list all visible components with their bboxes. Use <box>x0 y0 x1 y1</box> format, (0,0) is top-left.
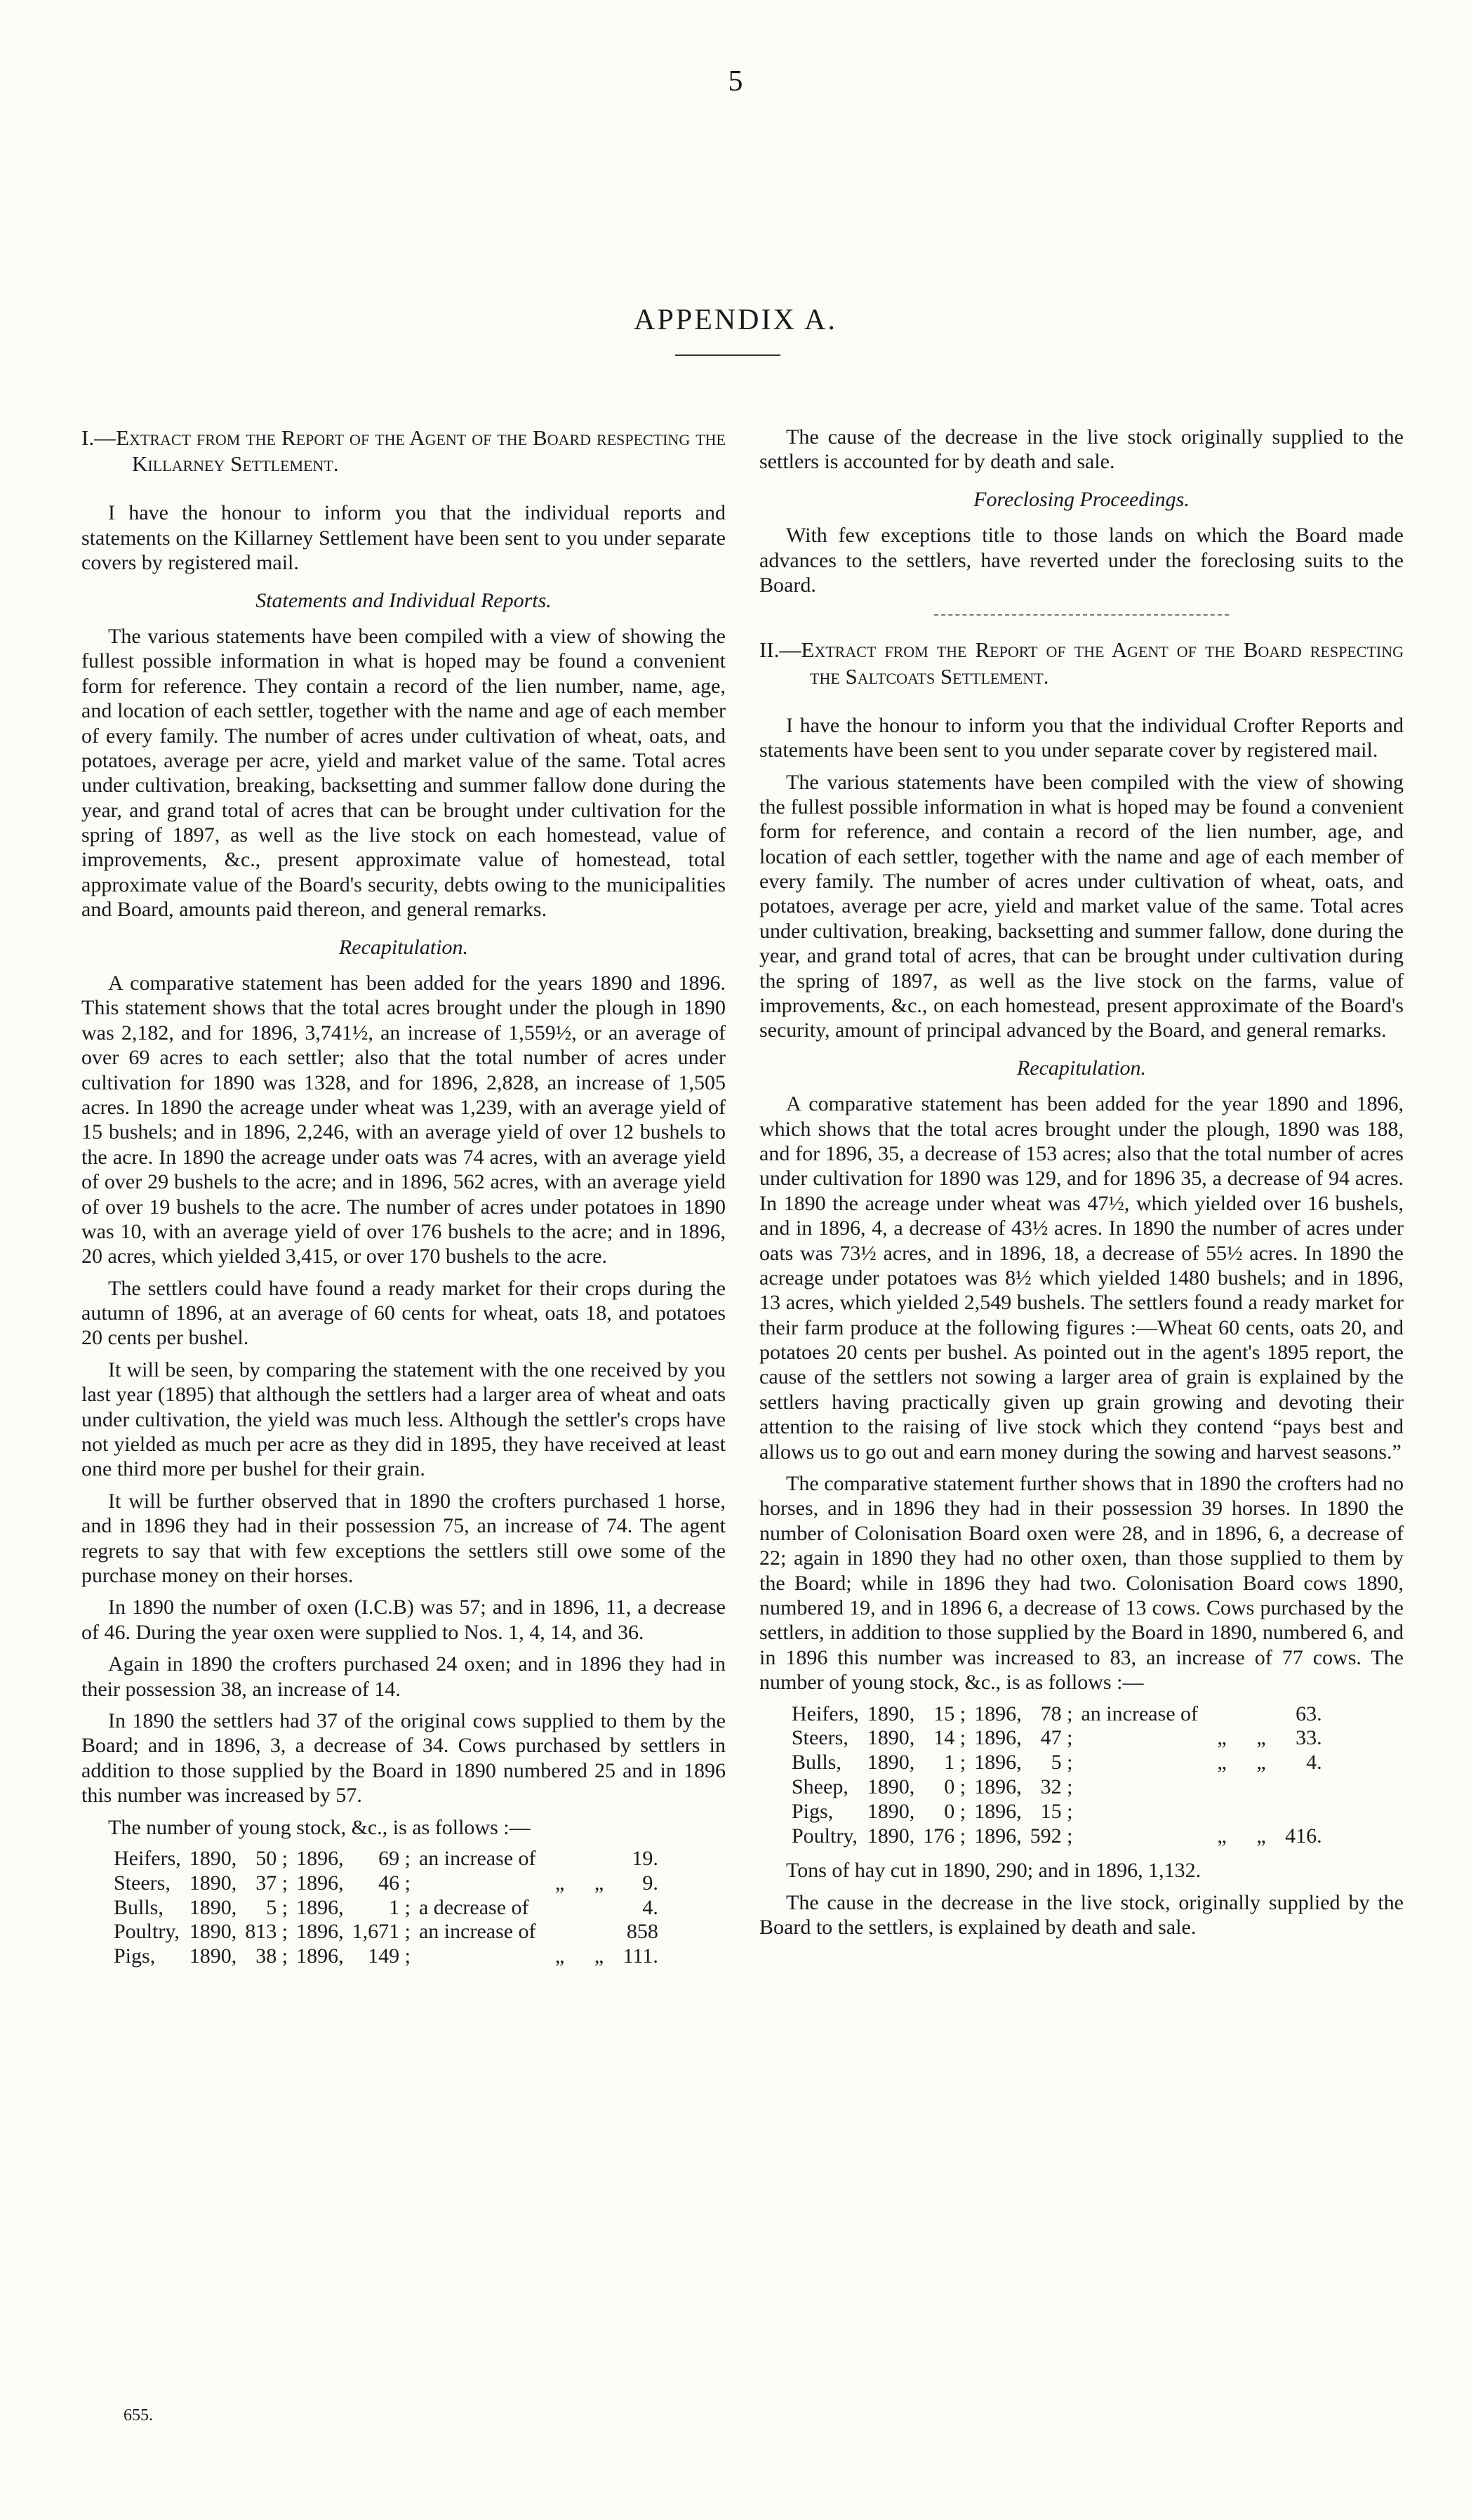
livestock-word-cell <box>1077 1751 1202 1775</box>
paragraph: It will be seen, by comparing the statement with the one received by you last year (1895) that although the settlers had a larger area of wheat and oats under cultivation, the yield was much less. Although the settler's crops have not yielded as much per acre as they did in 1895, they have received at least one third more per bushel for their grain. <box>81 1358 726 1481</box>
subheading-recapitulation: Recapitulation. <box>1016 1056 1147 1080</box>
title-rule <box>675 354 780 356</box>
paragraph: The cause of the decrease in the live stock originally supplied to the settlers is accounted for by death and sale. <box>759 425 1404 474</box>
livestock-d1-cell: „ <box>1217 1751 1227 1775</box>
paragraph: A comparative statement has been added for the years 1890 and 1896. This statement shows that the total acres brought under the plough in 1890 was 2,182, and for 1896, 3,741½, an increase of 1,559½, or an average of over 69 acres to each settler; also that the total number of acres under cultivation for 1890 was 1328, and for 1896, 2,828, an increase of 1,505 acres. In 1890 the acreage under wheat was 1,239, with an average yield of 15 bushels; and in 1896, 2,246, with an average yield of over 12 bushels to the acre. In 1890 the acreage under oats was 74 acres, with an average yield of over 29 bushels to the acre; and in 1896, 562 acres, with an average yield of over 19 bushels to the acre. The number of acres under potatoes in 1890 was 10, with an average yield of over 176 bushels to the acre; and in 1896, 20 acres, which yielded 3,415, or over 170 bushels to the acre. <box>81 971 726 1268</box>
paragraph: It will be further observed that in 1890 the crofters purchased 1 horse, and in 1896 they had in their possession 75, an increase of 74. The agent regrets to say that with few exceptions the settlers still owe some of the purchase money on their horses. <box>81 1489 726 1587</box>
livestock-change-cell: 4. <box>1306 1751 1322 1775</box>
page-number: 5 <box>728 65 743 98</box>
livestock-y1-cell: 1890, <box>189 1920 237 1944</box>
livestock-change-cell: 858 <box>626 1920 658 1944</box>
livestock-d2-cell <box>580 1920 619 1944</box>
livestock-d1-cell <box>1202 1800 1242 1824</box>
livestock-change-cell: 4. <box>642 1895 658 1919</box>
livestock-row <box>787 1702 1326 1727</box>
livestock-y1-cell: 1890, <box>867 1751 915 1775</box>
livestock-animal-cell: Steers, <box>792 1726 848 1750</box>
livestock-table-saltcoats <box>787 1702 1326 1849</box>
livestock-row <box>787 1800 1326 1824</box>
subheading-foreclosing: Foreclosing Proceedings. <box>973 487 1190 511</box>
livestock-d2-cell <box>1242 1702 1281 1727</box>
livestock-v1-cell: 38 ; <box>255 1944 288 1968</box>
livestock-v2-cell: 1 ; <box>389 1895 411 1919</box>
livestock-y2-cell: 1896, <box>974 1726 1022 1750</box>
livestock-row <box>109 1920 663 1944</box>
livestock-word-cell: a decrease of <box>418 1895 529 1919</box>
livestock-y1-cell: 1890, <box>867 1824 915 1848</box>
livestock-d2-cell <box>1242 1775 1281 1800</box>
paragraph: Tons of hay cut in 1890, 290; and in 1896, 1,132. <box>786 1859 1202 1883</box>
livestock-change-cell <box>1281 1800 1326 1824</box>
livestock-y1-cell: 1890, <box>867 1799 915 1823</box>
livestock-animal-cell: Poultry, <box>792 1824 858 1848</box>
right-column <box>759 425 1404 1947</box>
livestock-d2-cell <box>580 1847 619 1871</box>
livestock-d2-cell: „ <box>1256 1751 1266 1775</box>
livestock-row <box>109 1896 663 1921</box>
livestock-y2-cell: 1896, <box>974 1702 1022 1725</box>
livestock-word-cell: an increase of <box>1081 1702 1199 1725</box>
livestock-change-cell <box>1281 1775 1326 1800</box>
livestock-d1-cell <box>1202 1775 1242 1800</box>
livestock-d2-cell: „ <box>594 1871 604 1895</box>
left-column <box>81 425 726 1979</box>
section-heading-killarney: I.—Extract from the Report of the Agent of the Board respecting the Killarney Settlement. <box>81 425 726 477</box>
livestock-change-cell: 111. <box>623 1944 658 1968</box>
livestock-d2-cell <box>580 1896 619 1921</box>
section-heading-saltcoats: II.—Extract from the Report of the Agent of the Board respecting the Saltcoats Settlement. <box>759 637 1404 689</box>
livestock-row <box>787 1726 1326 1751</box>
livestock-d2-cell: „ <box>594 1944 604 1968</box>
livestock-v2-cell: 78 ; <box>1040 1702 1073 1725</box>
livestock-y1-cell: 1890, <box>189 1871 237 1895</box>
livestock-y2-cell: 1896, <box>974 1799 1022 1823</box>
livestock-word-cell <box>1077 1775 1202 1800</box>
subheading-statements: Statements and Individual Reports. <box>255 588 552 612</box>
livestock-row <box>109 1871 663 1896</box>
livestock-y2-cell: 1896, <box>296 1895 344 1919</box>
livestock-word-cell <box>1077 1800 1202 1824</box>
livestock-animal-cell: Pigs, <box>114 1944 156 1968</box>
livestock-y2-cell: 1896, <box>974 1751 1022 1775</box>
livestock-animal-cell: Heifers, <box>114 1846 181 1870</box>
livestock-y1-cell: 1890, <box>867 1726 915 1750</box>
livestock-word-cell <box>415 1944 540 1969</box>
livestock-animal-cell: Poultry, <box>114 1920 180 1944</box>
livestock-row <box>787 1824 1326 1849</box>
livestock-y1-cell: 1890, <box>867 1775 915 1798</box>
livestock-v2-cell: 5 ; <box>1051 1751 1073 1775</box>
livestock-v1-cell: 14 ; <box>933 1726 966 1750</box>
livestock-v2-cell: 1,671 ; <box>352 1920 411 1944</box>
livestock-y1-cell: 1890, <box>189 1944 237 1968</box>
livestock-d1-cell <box>1202 1702 1242 1727</box>
paragraph: The various statements have been compiled with the view of showing the fullest possible information in what is hoped may be found a convenient form for reference, and contain a record of the lien number, age, and location of each settler, together with the name and age of each member of every family. The number of acres under cultivation of wheat, oats, and potatoes, average per acre, yield and market value of the same. Total acres under cultivation, breaking, backsetting and summer fallow, done during the year, and grand total of acres, that can be brought under cultivation during the spring of 1897, as well as the live stock on the farms, value of improvements, &c., on each homestead, present approximate of the Board's security, amount of principal advanced by the Board, and general remarks. <box>759 770 1404 1042</box>
livestock-d1-cell <box>540 1896 580 1921</box>
livestock-d2-cell: „ <box>1256 1726 1266 1750</box>
livestock-v2-cell: 69 ; <box>378 1846 411 1870</box>
paragraph: The cause in the decrease in the live stock, originally supplied by the Board to the settlers, is explained by death and sale. <box>759 1890 1404 1939</box>
livestock-animal-cell: Sheep, <box>792 1775 848 1798</box>
livestock-word-cell: an increase of <box>418 1846 536 1870</box>
paragraph: With few exceptions title to those lands on which the Board made advances to the settlers, have reverted under the foreclosing suits to the Board. <box>759 524 1404 597</box>
livestock-row <box>109 1847 663 1871</box>
livestock-d1-cell: „ <box>554 1944 565 1968</box>
paragraph: A comparative statement has been added for the year 1890 and 1896, which shows that the total acres brought under the plough, 1890 was 188, and for 1896, 35, a decrease of 153 acres; also that the total number of acres under cultivation for 1890 was 129, and for 1896 35, a decrease of 94 acres. In 1890 the acreage under wheat was 47½, which yielded over 16 bushels, and in 1896, 4, a decrease of 43½ acres. In 1890 the number of acres under oats was 73½ acres, and in 1896, 18, a decrease of 55½ acres. In 1890 the acreage under potatoes was 8½ which yielded 1480 bushels; and in 1896, 13 acres, which yielded 2,549 bushels. The settlers found a ready market for their farm produce at the following figures :—Wheat 60 cents, oats 20, and potatoes 20 cents per bushel. As pointed out in the agent's 1895 report, the cause of the settlers not sowing a larger area of grain is explained by the settlers having practically given up grain growing and devoting their attention to the raising of live stock which they contend “pays best and allows us to go out and earn money during the sowing and harvest seasons.” <box>759 1092 1404 1464</box>
livestock-word-cell <box>415 1871 540 1896</box>
subheading-recapitulation: Recapitulation. <box>338 935 469 959</box>
livestock-change-cell: 9. <box>642 1871 658 1895</box>
livestock-d2-cell: „ <box>1256 1824 1266 1848</box>
livestock-animal-cell: Heifers, <box>792 1702 859 1725</box>
livestock-row <box>787 1751 1326 1775</box>
livestock-row <box>787 1775 1326 1800</box>
paragraph: The comparative statement further shows that in 1890 the crofters had no horses, and in 1896 they had in their possession 39 horses. In 1890 the number of Colonisation Board oxen were 28, and in 1896, 6, a decrease of 22; again in 1890 they had no other oxen, than those supplied to them by the Board; while in 1896 they had two. Colonisation Board cows 1890, numbered 19, and in 1896 6, a decrease of 13 cows. Cows purchased by the settlers, in addition to those supplied by the Board in 1890, numbered 6, and in 1896 this number was increased to 83, an increase of 77 cows. The number of young stock, &c., is as follows :— <box>759 1472 1404 1695</box>
paragraph: The number of young stock, &c., is as follows :— <box>108 1815 531 1839</box>
livestock-v1-cell: 176 ; <box>923 1824 966 1848</box>
livestock-v2-cell: 149 ; <box>368 1944 411 1968</box>
paragraph: In 1890 the number of oxen (I.C.B) was 57; and in 1896, 11, a decrease of 46. During the year oxen were supplied to Nos. 1, 4, 14, and 36. <box>81 1596 726 1644</box>
livestock-table-killarney <box>109 1847 663 1969</box>
livestock-v1-cell: 1 ; <box>944 1751 966 1775</box>
livestock-y1-cell: 1890, <box>189 1846 237 1870</box>
paragraph: I have the honour to inform you that the individual reports and statements on the Killarney Settlement have been sent to you under separate covers by registered mail. <box>81 501 726 575</box>
livestock-v1-cell: 5 ; <box>266 1895 288 1919</box>
livestock-d1-cell <box>540 1920 580 1944</box>
livestock-word-cell <box>1077 1824 1202 1849</box>
paragraph: I have the honour to inform you that the individual Crofter Reports and statements have been sent to you under separate cover by registered mail. <box>759 713 1404 762</box>
livestock-d1-cell <box>540 1847 580 1871</box>
livestock-d1-cell: „ <box>1217 1726 1227 1750</box>
paragraph: Again in 1890 the crofters purchased 24 oxen; and in 1896 they had in their possession 38, an increase of 14. <box>81 1652 726 1701</box>
livestock-change-cell: 416. <box>1285 1824 1322 1848</box>
livestock-v2-cell: 32 ; <box>1040 1775 1073 1798</box>
livestock-v1-cell: 37 ; <box>255 1871 288 1895</box>
livestock-v1-cell: 0 ; <box>944 1775 966 1798</box>
paragraph: In 1890 the settlers had 37 of the original cows supplied to them by the Board; and in 1896, 3, a decrease of 34. Cows purchased by settlers in addition to those supplied by the Board in 1890 numbered 25 and in 1896 this number was increased by 57. <box>81 1709 726 1808</box>
livestock-y2-cell: 1896, <box>296 1846 344 1870</box>
livestock-change-cell: 63. <box>1296 1702 1322 1725</box>
livestock-word-cell: an increase of <box>418 1920 536 1944</box>
livestock-d1-cell: „ <box>554 1871 565 1895</box>
livestock-d2-cell <box>1242 1800 1281 1824</box>
paragraph: The various statements have been compiled with a view of showing the fullest possible information in what is hoped may be found a convenient form for reference. They contain a record of the lien number, name, age, and location of each settler, together with the name and age of each member of every family. The number of acres under cultivation of wheat, oats, and potatoes, average per acre, yield and market value of the same. Total acres under cultivation, breaking, backsetting and summer fallow done during the year, and grand total of acres that can be brought under cultivation for the spring of 1897, as well as the live stock on each homestead, value of improvements, &c., present approximate value of homestead, total approximate value of the Board's security, debts owing to the municipalities and Board, amounts paid thereon, and general remarks. <box>81 624 726 922</box>
livestock-animal-cell: Bulls, <box>114 1895 164 1919</box>
livestock-word-cell <box>1077 1726 1202 1751</box>
livestock-change-cell: 33. <box>1296 1726 1322 1750</box>
livestock-d1-cell: „ <box>1217 1824 1227 1848</box>
livestock-v1-cell: 813 ; <box>245 1920 288 1944</box>
livestock-animal-cell: Pigs, <box>792 1799 834 1823</box>
livestock-y2-cell: 1896, <box>974 1775 1022 1798</box>
livestock-y2-cell: 1896, <box>974 1824 1022 1848</box>
livestock-animal-cell: Bulls, <box>792 1751 841 1775</box>
livestock-v2-cell: 592 ; <box>1030 1824 1073 1848</box>
livestock-v2-cell: 15 ; <box>1040 1799 1073 1823</box>
section-divider <box>934 614 1229 616</box>
livestock-animal-cell: Steers, <box>114 1871 171 1895</box>
livestock-v2-cell: 46 ; <box>378 1871 411 1895</box>
livestock-y1-cell: 1890, <box>867 1702 915 1725</box>
livestock-v1-cell: 0 ; <box>944 1799 966 1823</box>
footer-mark: 655. <box>124 2406 153 2425</box>
appendix-title: APPENDIX A. <box>634 304 837 336</box>
livestock-change-cell: 19. <box>632 1846 658 1870</box>
paragraph: The settlers could have found a ready market for their crops during the autumn of 1896, at an average of 60 cents for wheat, oats 18, and potatoes 20 cents per bushel. <box>81 1276 726 1350</box>
livestock-y1-cell: 1890, <box>189 1895 237 1919</box>
livestock-y2-cell: 1896, <box>296 1944 344 1968</box>
livestock-v1-cell: 15 ; <box>933 1702 966 1725</box>
livestock-row <box>109 1944 663 1969</box>
livestock-y2-cell: 1896, <box>296 1920 344 1944</box>
livestock-y2-cell: 1896, <box>296 1871 344 1895</box>
livestock-v2-cell: 47 ; <box>1040 1726 1073 1750</box>
livestock-v1-cell: 50 ; <box>255 1846 288 1870</box>
